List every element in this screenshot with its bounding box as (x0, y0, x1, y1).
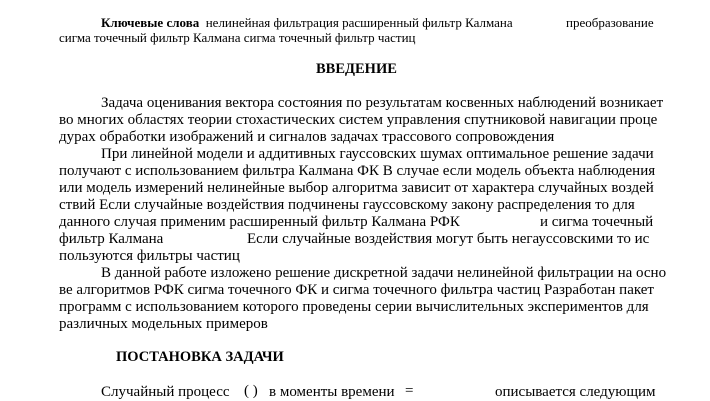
problem-paren: ( ) (244, 383, 258, 399)
problem-text-c: описывается следующим (495, 384, 656, 400)
intro-line: При линейной модели и аддитивных гауссовских шумах оптимальное решение задачи (101, 146, 654, 162)
intro-line: программ с использованием которого проведены серии вычислительных экспериментов для (59, 299, 649, 315)
intro-line: фильтр Калмана (59, 231, 164, 247)
intro-line-fragment: Если случайные воздействия могут быть негауссовскими то ис (247, 231, 650, 247)
intro-line: ве алгоритмов РФК сигма точечного ФК и сигма точечного фильтра частиц Разработан пакет (59, 282, 654, 298)
intro-line: во многих областях теории стохастических систем управления спутниковой навигации проце (59, 112, 658, 128)
intro-line: получают с использованием фильтра Калмана ФК В случае если модель объекта наблюдения (59, 163, 656, 179)
intro-line-fragment: и сигма точечный (540, 214, 654, 230)
cut-off-top-line (0, 0, 710, 1)
keywords-text-1a: нелинейная фильтрация расширенный фильтр Калмана (205, 15, 513, 30)
intro-line: или модель измерений нелинейные выбор алгоритма зависит от характера случайных воздей (59, 180, 654, 196)
keywords-label: Ключевые слова (101, 15, 200, 30)
keywords-line-2: сигма точечный фильтр Калмана сигма точечный фильтр частиц (59, 30, 416, 45)
intro-line: различных модельных примеров (59, 316, 268, 332)
intro-line: данного случая применим расширенный фильтр Калмана РФК (59, 214, 460, 230)
intro-line: Задача оценивания вектора состояния по результатам косвенных наблюдений возникает (101, 95, 664, 111)
problem-text-b: в моменты времени (269, 384, 395, 400)
intro-line: пользуются фильтры частиц (59, 248, 240, 264)
intro-heading: ВВЕДЕНИЕ (316, 61, 397, 77)
intro-line: дурах обработки изображений и сигналов задачах трассового сопровождения (59, 129, 555, 145)
intro-line: ствий Если случайные воздействия подчинены гауссовскому закону распределения то для (59, 197, 635, 213)
keywords-line-1 (101, 15, 513, 30)
problem-eq: = (405, 383, 414, 399)
problem-text-a: Случайный процесс (101, 384, 230, 400)
problem-heading: ПОСТАНОВКА ЗАДАЧИ (116, 349, 284, 365)
cut-off-text (60, 0, 63, 1)
intro-line: В данной работе изложено решение дискретной задачи нелинейной фильтрации на осно (101, 265, 667, 281)
keywords-text-1b: преобразование (566, 15, 654, 30)
